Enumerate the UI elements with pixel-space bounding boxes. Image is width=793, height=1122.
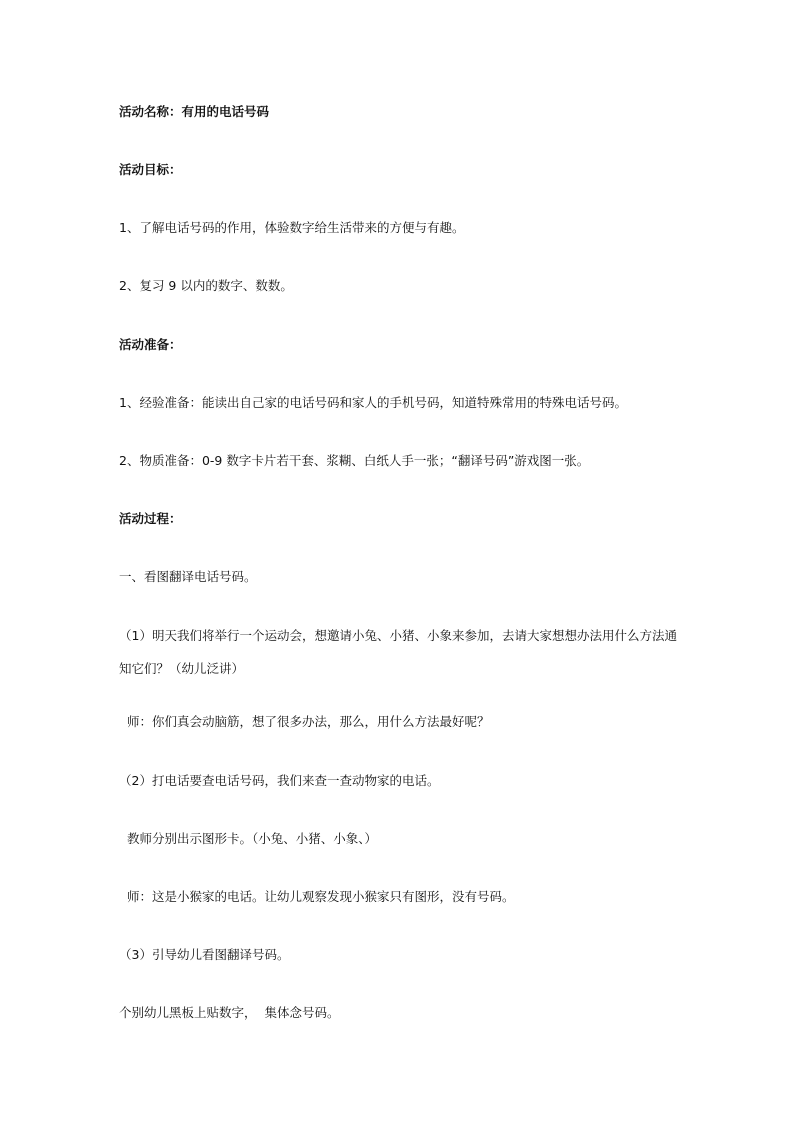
process-step-2: （2）打电话要查电话号码，我们来查一查动物家的电话。	[119, 773, 440, 788]
process-heading: 活动过程：	[119, 511, 182, 526]
goal-item-2: 2、复习 9 以内的数字、数数。	[119, 278, 293, 293]
section-heading-1: 一、看图翻译电话号码。	[119, 569, 257, 584]
prep-heading: 活动准备：	[119, 337, 182, 352]
goal-item-1: 1、了解电话号码的作用，体验数字给生活带来的方便与有趣。	[119, 220, 465, 235]
activity-title: 活动名称：有用的电话号码	[119, 104, 270, 119]
prep-item-1: 1、经验准备：能读出自己家的电话号码和家人的手机号码，知道特殊常用的特殊电话号码。	[119, 395, 627, 410]
teacher-line-2: 教师分别出示图形卡。（小兔、小猪、小象、）	[119, 831, 377, 846]
prep-item-2: 2、物质准备：0-9 数字卡片若干套、浆糊、白纸人手一张；“翻译号码”游戏图一张。	[119, 453, 590, 468]
teacher-line-1: 师：你们真会动脑筋，想了很多办法，那么，用什么方法最好呢？	[119, 714, 490, 729]
process-step-3: （3）引导幼儿看图翻译号码。	[119, 947, 290, 962]
goals-heading: 活动目标：	[119, 162, 182, 177]
closing-line: 个别幼儿黑板上贴数字， 集体念号码。	[119, 1005, 340, 1020]
process-step-1: （1）明天我们将举行一个运动会，想邀请小兔、小猪、小象来参加，去请大家想想办法用什么方法通知它们？（幼儿泛讲）	[119, 628, 677, 676]
teacher-line-3: 师：这是小猴家的电话。让幼儿观察发现小猴家只有图形，没有号码。	[119, 889, 515, 904]
